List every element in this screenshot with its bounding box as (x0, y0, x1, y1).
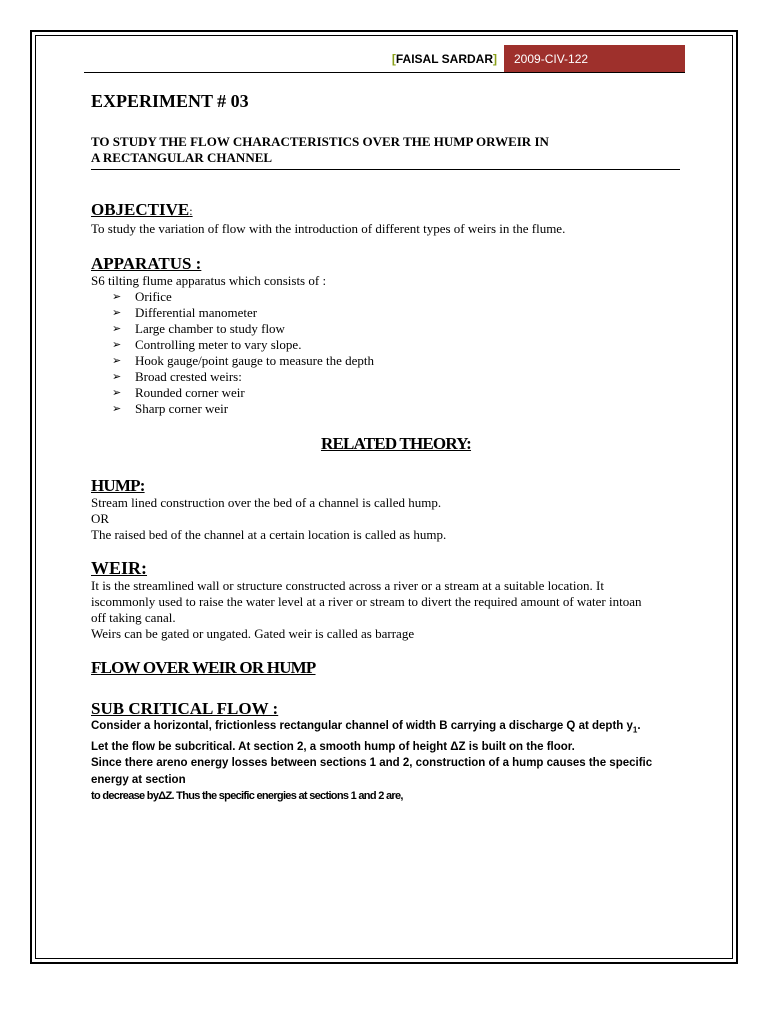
related-theory-heading: RELATED THEORY: (320, 434, 472, 453)
list-item: ➢ Hook gauge/point gauge to measure the depth (112, 353, 691, 369)
hump-heading: HUMP: (91, 476, 145, 495)
weir-heading: WEIR: (91, 558, 148, 578)
hump-section (91, 476, 691, 543)
subcritical-section (91, 699, 691, 804)
flow-over-heading: FLOW OVER WEIR OR HUMP (91, 658, 316, 677)
related-theory-section (91, 434, 691, 453)
header-rule (84, 72, 685, 73)
list-item: ➢ Rounded corner weir (112, 385, 691, 401)
subtitle-line-2: A RECTANGULAR CHANNEL (91, 150, 273, 165)
apparatus-intro: S6 tilting flume apparatus which consists of : (91, 273, 327, 288)
bracket-close: ] (493, 52, 497, 66)
bracket-open: [ (391, 52, 396, 66)
objective-heading: OBJECTIVE: (91, 200, 193, 219)
weir-line-2: iscommonly used to raise the water level at a river or stream to divert the required amount of water intoan (91, 594, 642, 609)
list-item: ➢ Controlling meter to vary slope. (112, 337, 691, 353)
document-body (91, 91, 691, 804)
list-item: ➢ Orifice (112, 289, 691, 305)
experiment-subtitle (91, 134, 680, 170)
subcritical-line-3: Since there areno energy losses between sections 1 and 2, construction of a hump causes the specific (91, 757, 653, 770)
hump-line-1: Stream lined construction over the bed of a channel is called hump. (91, 495, 442, 510)
apparatus-section (91, 254, 691, 417)
objective-section (91, 200, 691, 237)
apparatus-heading: APPARATUS : (91, 254, 202, 273)
list-item: ➢ Sharp corner weir (112, 401, 691, 417)
weir-section (91, 558, 691, 642)
page-header (84, 45, 685, 73)
flow-over-section (91, 658, 691, 677)
list-item: ➢ Large chamber to study flow (112, 321, 691, 337)
subcritical-heading: SUB CRITICAL FLOW : (91, 699, 279, 718)
list-item: ➢ Differential manometer (112, 305, 691, 321)
objective-text: To study the variation of flow with the introduction of different types of weirs in the flume. (91, 221, 566, 236)
registration-badge: 2009-CIV-122 (504, 45, 685, 73)
page-title: EXPERIMENT # 03 (91, 91, 249, 111)
subtitle-line-1: TO STUDY THE FLOW CHARACTERISTICS OVER THE HUMP ORWEIR IN (91, 134, 549, 149)
subcritical-line-1: Consider a horizontal, frictionless rectangular channel of width B carrying a discharge Q at depth $y_1$. (91, 720, 641, 735)
subcritical-line-5: to decrease byΔZ. Thus the specific energies at sections 1 and 2 are, (91, 790, 403, 803)
author-text: FAISAL SARDAR (395, 52, 493, 66)
weir-line-3: off taking canal. (91, 610, 176, 625)
apparatus-list (91, 289, 691, 417)
weir-line-4: Weirs can be gated or ungated. Gated weir is called as barrage (91, 626, 415, 641)
hump-line-3: The raised bed of the channel at a certain location is called as hump. (91, 527, 447, 542)
hump-line-2: OR (91, 511, 110, 526)
weir-line-1: It is the streamlined wall or structure constructed across a river or a stream at a suitable location. It (91, 578, 604, 593)
subcritical-line-4: energy at section (91, 773, 186, 786)
list-item: ➢ Broad crested weirs: (112, 369, 691, 385)
subcritical-line-2: Let the flow be subcritical. At section 2, a smooth hump of height ΔZ is built on the floor. (91, 740, 575, 753)
author-name (392, 52, 497, 66)
